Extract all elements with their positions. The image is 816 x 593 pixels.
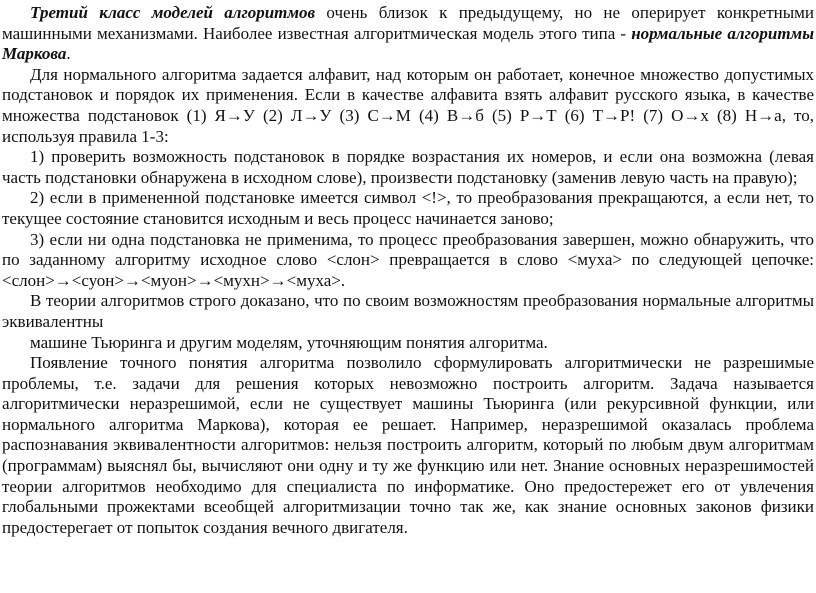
paragraph-alphabet: Для нормального алгоритма задается алфавит, над которым он работает, конечное множество допустимых подстановок и порядок их применения. Если в качестве алфавита взять алфавит русского языка, в качестве множества подстановок (1) Я→У (2) Л→У (3) С→М (4) В→б (5) Р→Т (6) Т→Р! (7) О→х (8) Н→а, то, используя правила 1-3: bbox=[2, 64, 814, 146]
paragraph-rule-2: 2) если в примененной подстановке имеется символ <!>, то преобразования прекращаются, а если нет, то текущее состояние становится исходным и весь процесс начинается заново; bbox=[2, 188, 814, 228]
term-third-class: Третий класс моделей алгоритмов bbox=[30, 3, 316, 22]
paragraph-turing: машине Тьюринга и другим моделям, уточняющим понятия алгоритма. bbox=[30, 332, 548, 352]
paragraph-rule-1: 1) проверить возможность подстановок в порядке возрастания их номеров, и если она возможна (левая часть подстановки обнаружена в исходном слове), произвести подстановку (заменив левую часть на правую); bbox=[2, 147, 814, 187]
paragraph-intro bbox=[2, 3, 814, 65]
paragraph-rule-3: 3) если ни одна подстановка не применима, то процесс преобразования завершен, можно обнаружить, что по заданному алгоритму исходное слово <слон> превращается в слово <муха> по следующей цепочке: <слон>→<суон>→<муон>→<мухн>→<муха>. bbox=[2, 229, 814, 290]
term-markov: нормальные алгоритмы Маркова bbox=[2, 23, 814, 64]
paragraph-equivalence: В теории алгоритмов строго доказано, что по своим возможностям преобразования нормальные алгоритмы эквивалентны bbox=[2, 291, 814, 331]
intro-end: . bbox=[66, 44, 71, 64]
intro-text: очень близок к предыдущему, но не оперирует конкретными машинными механизмами. Наиболее известная алгоритмическая модель этого типа - bbox=[2, 3, 814, 43]
paragraph-undecidable: Появление точного понятия алгоритма позволило сформулировать алгоритмически не разрешимые проблемы, т.е. задачи для решения которых невозможно построить алгоритм. Задача называется алгоритмически неразрешимой, если не существует машины Тьюринга (или рекурсивной функции, или нормального алгоритма Маркова), которая ее решает. Например, неразрешимой оказалась проблема распознавания эквивалентности алгоритмов: нельзя построить алгоритм, который по любым двум алгоритмам (программам) выяснял бы, вычисляют они одну и ту же функцию или нет. Знание основных неразрешимостей теории алгоритмов необходимо для специалиста по информатике. Оно предостережет его от увлечения глобальными прожектами всеобщей алгоритмизации точно так же, как знание основных законов физики предостерегает от попыток создания вечного двигателя. bbox=[2, 353, 814, 537]
